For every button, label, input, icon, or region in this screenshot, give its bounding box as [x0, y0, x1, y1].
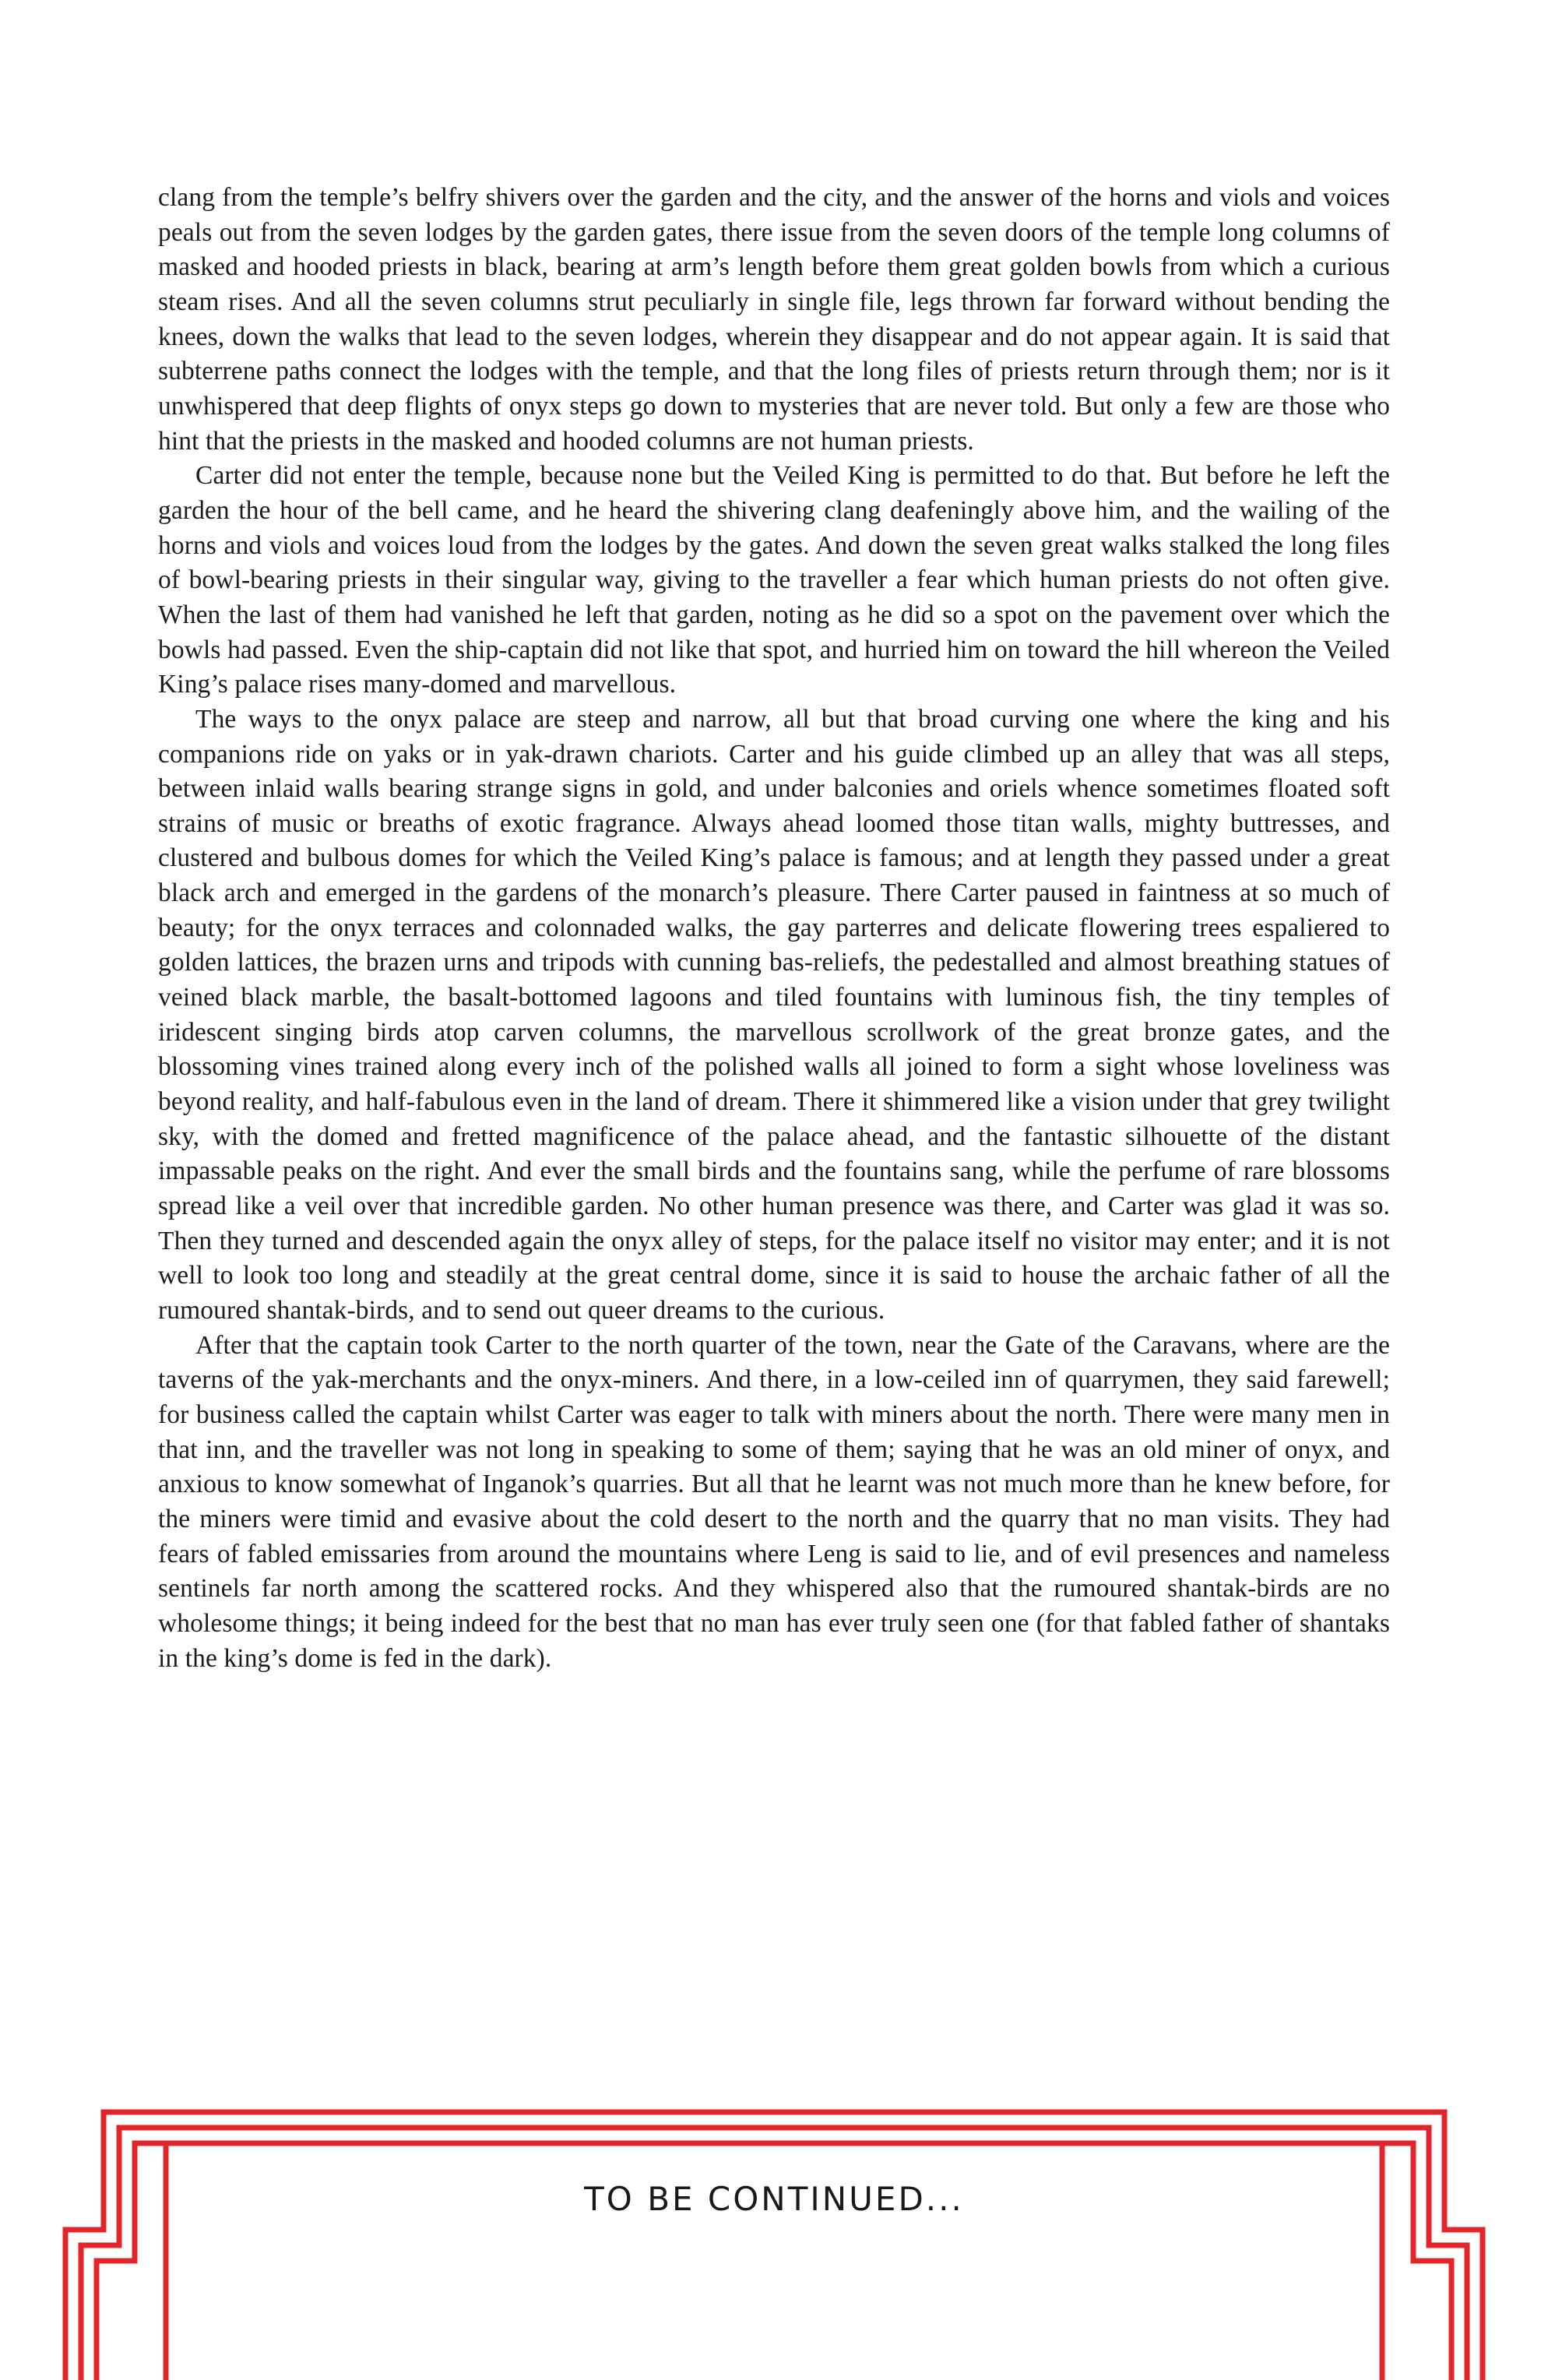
frame-line-inner — [97, 2143, 1451, 2380]
to-be-continued-label: TO BE CONTINUED... — [584, 2180, 964, 2218]
frame-line-middle — [81, 2128, 1467, 2380]
paragraph: After that the captain took Carter to the north quarter of the town, near the Gate of the Caravans, where are the taverns of the yak-merchants and the onyx-miners. And there, in a low-ceiled inn of quarrymen, they said farewell; for business called the captain whilst Carter was eager to talk with miners about the north. There were many men in that inn, and the traveller was not long in speaking to some of them; saying that he was an old miner of onyx, and anxious to know somewhat of Inganok’s quarries. But all that he learnt was not much more than he knew before, for the miners were timid and evasive about the cold desert to the north and the quarry that no man visits. They had fears of fabled emissaries from around the mountains where Leng is said to lie, and of evil presences and nameless sentinels far north among the scattered rocks. And they whispered also that the rumoured shantak-birds are no wholesome things; it being indeed for the best that no man has ever truly seen one (for that fabled father of shantaks in the king’s dome is fed in the dark). — [158, 1330, 1390, 1673]
paragraph: clang from the temple’s belfry shivers over the garden and the city, and the answer of the horns and viols and voices peals out from the seven lodges by the garden gates, there issue from the seven doors of the temple long columns of masked and hooded priests in black, bearing at arm’s length before them great golden bowls from which a curious steam rises. And all the seven columns strut peculiarly in single file, legs thrown far forward without bending the knees, down the walks that lead to the seven lodges, wherein they disappear and do not appear again. It is said that subterrene paths connect the lodges with the temple, and that the long files of priests return through them; nor is it unwhispered that deep flights of onyx steps go down to mysteries that are never told. But only a few are those who hint that the priests in the masked and hooded columns are not human priests. — [158, 183, 1390, 456]
frame-line-outer — [65, 2112, 1483, 2380]
frame-line-left-return — [135, 2143, 166, 2380]
paragraph: Carter did not enter the temple, because none but the Veiled King is permitted to do that. But before he left the garden the hour of the bell came, and he heard the shivering clang deafeningly above him, and the wailing of the horns and viols and voices loud from the lodges by the gates. And down the seven great walks stalked the long files of bowl-bearing priests in their singular way, giving to the traveller a fear which human priests do not often give. When the last of them had vanished he left that garden, noting as he did so a spot on the pavement over which the bowls had passed. Even the ship-captain did not like that spot, and hurried him on toward the hill whereon the Veiled King’s palace rises many-domed and marvellous. — [158, 461, 1390, 699]
paragraph: The ways to the onyx palace are steep and narrow, all but that broad curving one where the king and his companions ride on yaks or in yak-drawn chariots. Carter and his guide climbed up an alley that was all steps, between inlaid walls bearing strange signs in gold, and under balconies and oriels whence sometimes floated soft strains of music or breaths of exotic fragrance. Always ahead loomed those titan walls, mighty buttresses, and clustered and bulbous domes for which the Veiled King’s palace is famous; and at length they passed under a great black arch and emerged in the gardens of the monarch’s pleasure. There Carter paused in faintness at so much of beauty; for the onyx terraces and colonnaded walks, the gay parterres and delicate flowering trees espaliered to golden lattices, the brazen urns and tripods with cunning bas-reliefs, the pedestalled and almost breathing statues of veined black marble, the basalt-bottomed lagoons and tiled fountains with luminous fish, the tiny temples of iridescent singing birds atop carven columns, the marvellous scrollwork of the great bronze gates, and the blossoming vines trained along every inch of the polished walls all joined to form a sight whose loveliness was beyond reality, and half-fabulous even in the land of dream. There it shimmered like a vision under that grey twilight sky, with the domed and fretted magnificence of the palace ahead, and the fantastic silhouette of the distant impassable peaks on the right. And ever the small birds and the fountains sang, while the perfume of rare blossoms spread like a veil over that incredible garden. No other human presence was there, and Carter was glad it was so. Then they turned and descended again the onyx alley of steps, for the palace itself no visitor may enter; and it is not well to look too long and steadily at the great central dome, since it is said to house the archaic father of all the rumoured shantak-birds, and to send out queer dreams to the curious. — [158, 704, 1390, 1325]
